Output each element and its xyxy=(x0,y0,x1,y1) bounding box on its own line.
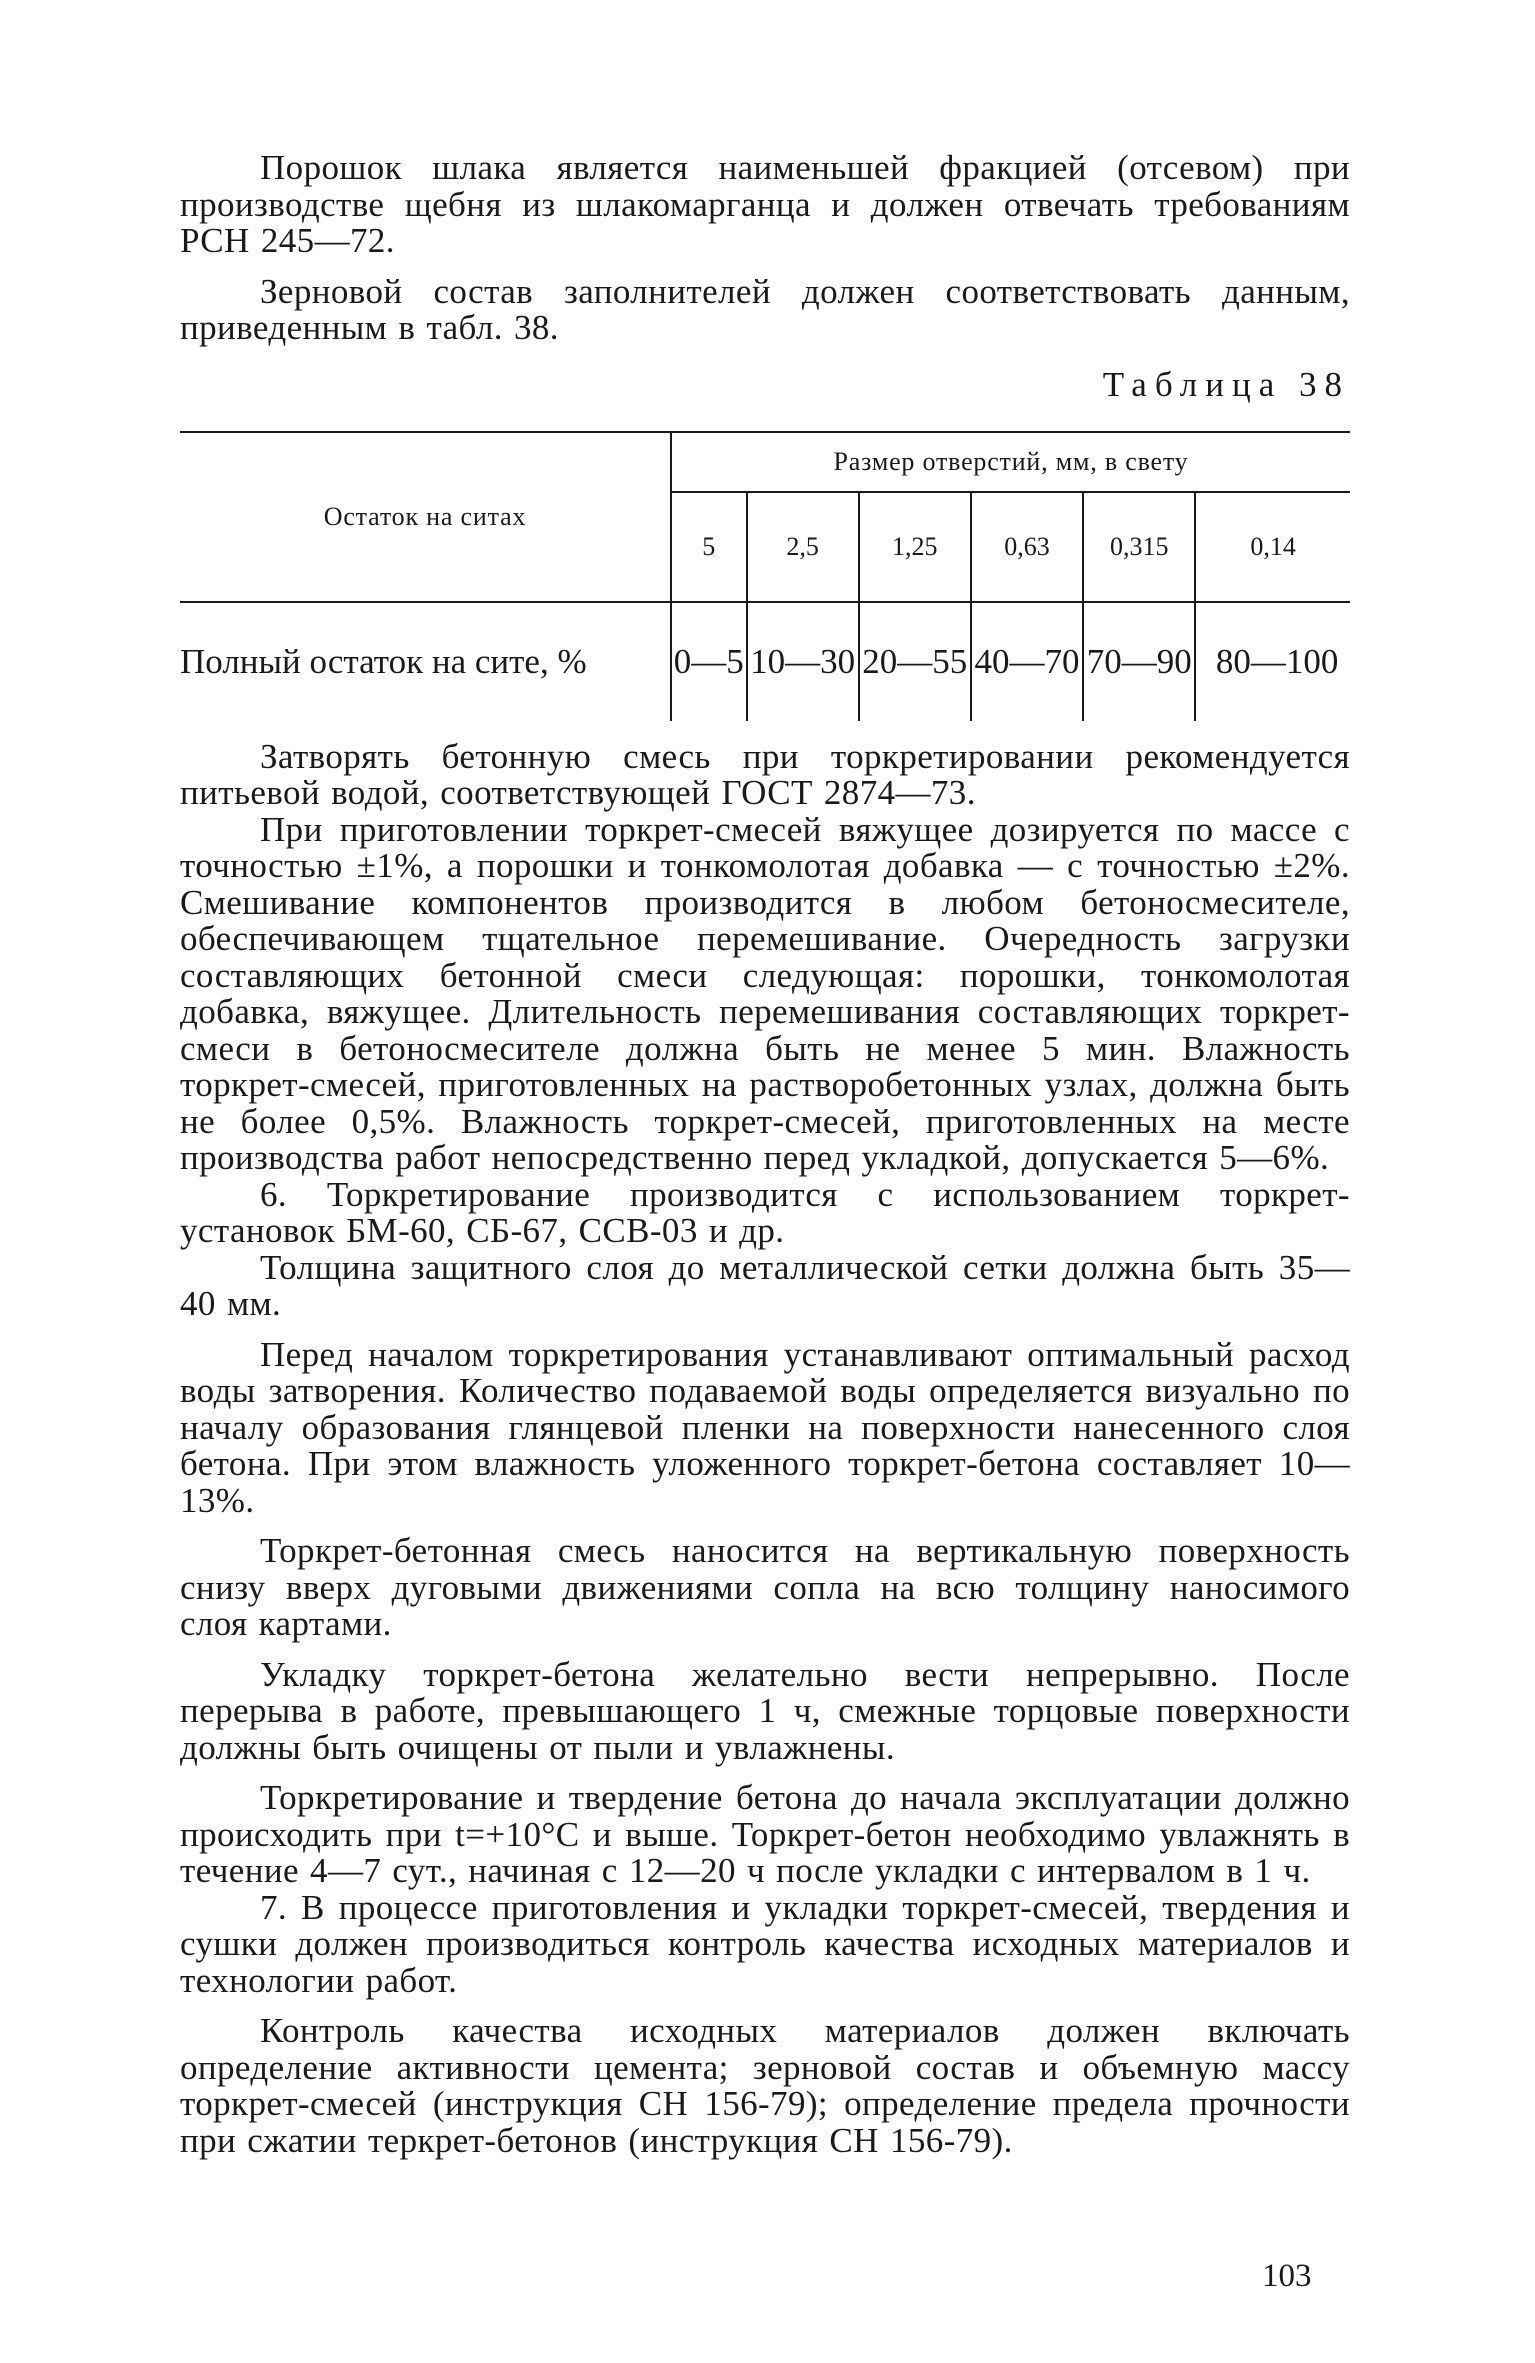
value-cell: 40—70 xyxy=(971,602,1083,721)
size-cell: 5 xyxy=(671,492,747,602)
paragraph-equipment: 6. Торкретирование производится с использованием торкрет-установок БМ-60, СБ-67, ССВ-03 и др. xyxy=(180,1174,1350,1250)
page-number: 103 xyxy=(1262,2258,1312,2294)
paragraph-hardening: Торкретирование и твердение бетона до начала эксплуатации должно происходить при t=+10°C и выше. Торкрет-бетон необходимо увлажнять в течение 4—7 сут., начиная с 12—20 ч после укладки с интервалом в 1 ч. xyxy=(180,1778,1350,1890)
paragraph-protective-layer: Толщина защитного слоя до металлической сетки должна быть 35—40 мм. xyxy=(180,1247,1350,1323)
row-label: Полный остаток на сите, % xyxy=(180,641,587,681)
value-cell: 10—30 xyxy=(747,602,859,721)
size-cell: 0,315 xyxy=(1083,492,1195,602)
paragraph-application: Торкрет-бетонная смесь наносится на вертикальную поверхность снизу вверх дуговыми движениями сопла на всю толщину наносимого слоя картами. xyxy=(180,1531,1350,1643)
table-row-header: Остаток на ситах xyxy=(180,432,671,602)
size-cell: 0,14 xyxy=(1195,492,1350,602)
value-cell: 80—100 xyxy=(1195,602,1350,721)
paragraph-grain-composition: Зерновой состав заполнителей должен соответствовать данным, приведенным в табл. 38. xyxy=(180,271,1350,347)
size-cell: 0,63 xyxy=(971,492,1083,602)
paragraph-continuous-laying: Укладку торкрет-бетона желательно вести непрерывно. После перерыва в работе, превышающего 1 ч, смежные торцовые поверхности должны быть очищены от пыли и увлажнены. xyxy=(180,1654,1350,1767)
value-cell: 20—55 xyxy=(859,602,971,721)
paragraph-material-control: Контроль качества исходных материалов должен включать определение активности цемента; зерновой состав и объемную массу торкрет-смесей (инструкция СН 156-79); определение предела прочности при сжатии теркрет-бетонов (инструкция СН 156-79). xyxy=(180,2011,1350,2160)
size-cell: 2,5 xyxy=(747,492,859,602)
paragraph-quality-control: 7. В процессе приготовления и укладки торкрет-смесей, твердения и сушки должен производиться контроль качества исходных материалов и технологии работ. xyxy=(180,1887,1350,2000)
size-cell: 1,25 xyxy=(859,492,971,602)
table-title: Таблица 38 xyxy=(1102,364,1350,404)
paragraph-water-flow: Перед началом торкретирования устанавливают оптимальный расход воды затворения. Количество подаваемой воды определяется визуально по началу образования глянцевой пленки на поверхности нанесенного слоя бетона. При этом влажность уложенного торкрет-бетона составляет 10—13%. xyxy=(180,1334,1350,1520)
paragraph-dosing: При приготовлении торкрет-смесей вяжущее дозируется по массе с точностью ±1%, а порошки и тонкомолотая добавка — с точностью ±2%. Смешивание компонентов производится в любом бетоносмесителе, обеспечивающем тщательное перемешивание. Очередность загрузки составляющих бетонной смеси следующая: порошки, тонкомолотая добавка, вяжущее. Длительность перемешивания составляющих торкрет-смеси в бетоносмесителе должна быть не менее 5 мин. Влажность торкрет-смесей, приготовленных на растворобетонных узлах, должна быть не более 0,5%. Влажность торкрет-смесей, приготовленных на месте производства работ непосредственно перед укладкой, допускается 5—6%. xyxy=(180,809,1350,1177)
sieve-table xyxy=(180,431,1350,721)
paragraph-slag-powder: Порошок шлака является наименьшей фракцией (отсевом) при производстве щебня из шлакомарганца и должен отвечать требованиям РСН 245—72. xyxy=(180,148,1350,260)
value-cell: 0—5 xyxy=(671,602,747,721)
paragraph-mixing-water: Затворять бетонную смесь при торкретировании рекомендуется питьевой водой, соответствующей ГОСТ 2874—73. xyxy=(180,736,1350,812)
page-body xyxy=(180,150,1350,2159)
table-group-header: Размер отверстий, мм, в свету xyxy=(671,432,1350,492)
value-cell: 70—90 xyxy=(1083,602,1195,721)
table-row xyxy=(180,602,1350,721)
